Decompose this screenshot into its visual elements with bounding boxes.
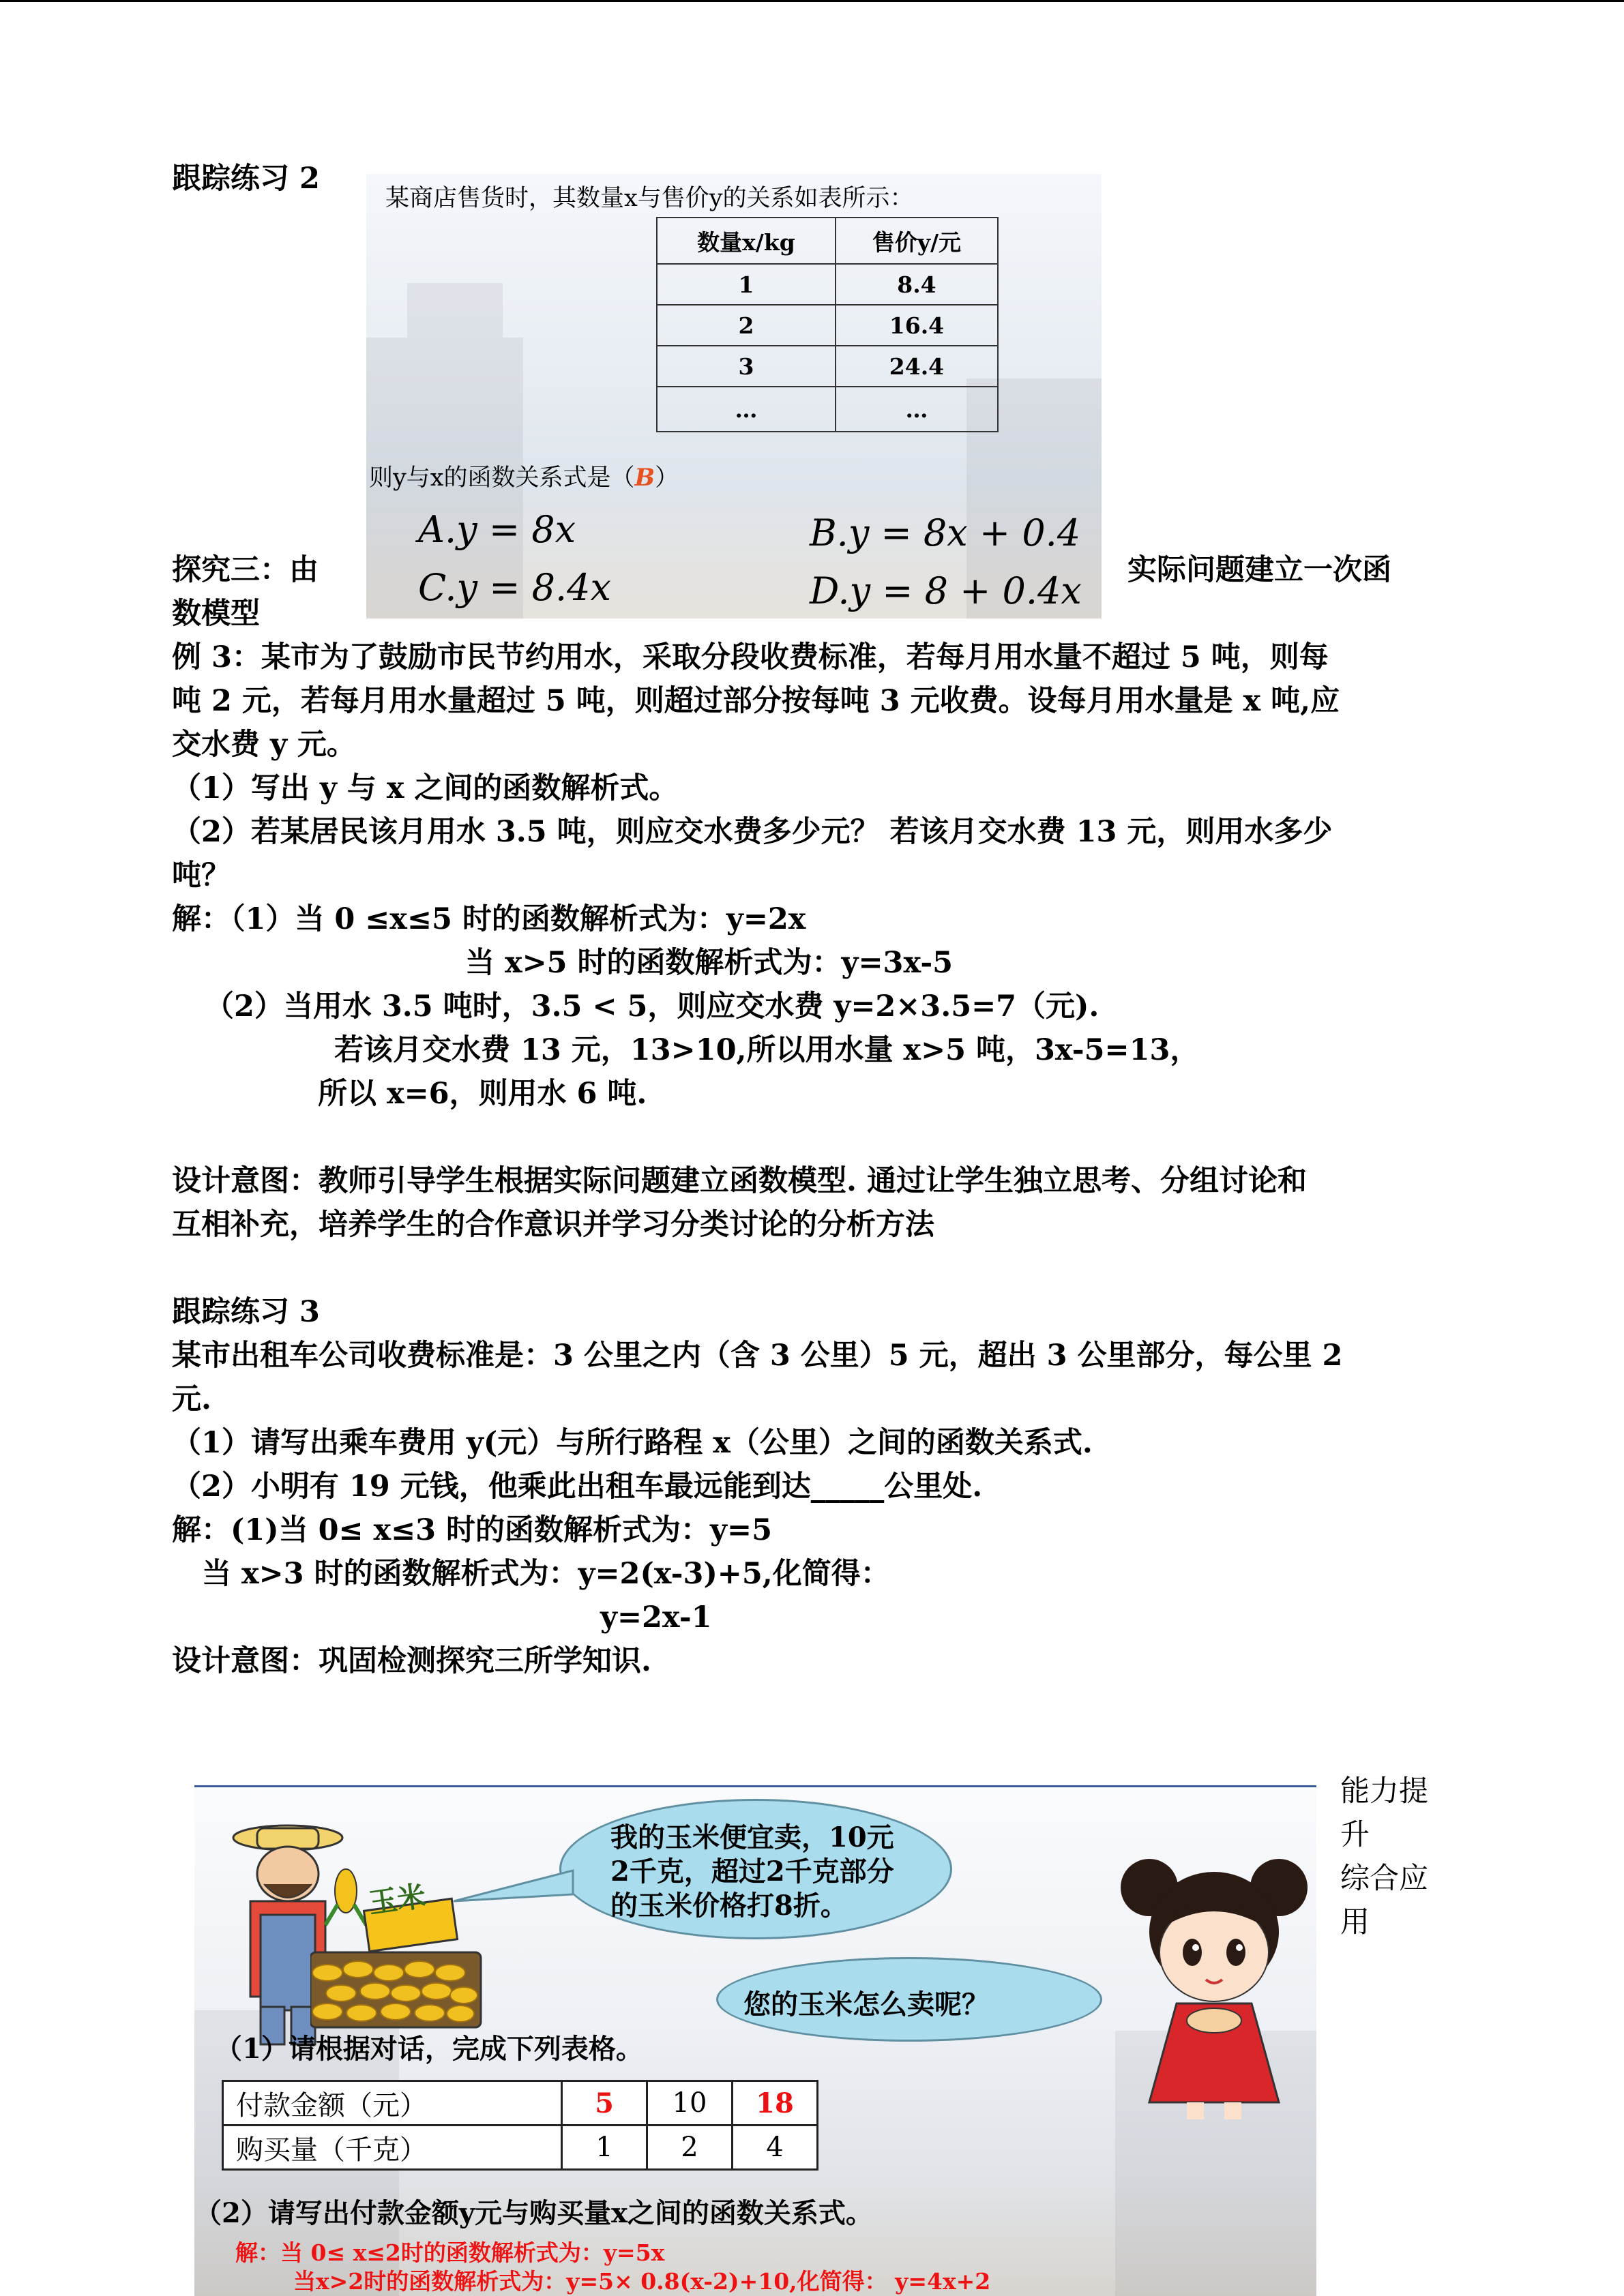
option-c: C.y = 8.4x (418, 566, 611, 609)
bubble-text: 我的玉米便宜卖，10元 (610, 1821, 894, 1853)
practice2-problem: 某商店售货时，其数量x与售价y的关系如表所示： (385, 185, 914, 212)
example3-design: 互相补充，培养学生的合作意识并学习分类讨论的分析方法 (172, 1208, 934, 1242)
practice3-line: 元. (172, 1382, 211, 1416)
table-cell: 1 (657, 264, 836, 305)
top-border (0, 0, 1624, 2)
practice3-solution: y=2x-1 (600, 1600, 712, 1635)
explore3-line2: 数模型 (172, 597, 260, 631)
ability-question2: （2）请写出付款金额y元与购买量x之间的函数关系式。 (194, 2197, 873, 2229)
explore3-prefix: 探究三：由 (172, 553, 319, 587)
table-cell: 2 (647, 2126, 733, 2170)
table-cell: … (836, 387, 998, 432)
practice2-question: 则y与x的函数关系式是（B） (369, 464, 679, 492)
example3-solution: （2）当用水 3.5 吨时，3.5 < 5，则应交水费 y=2×3.5=7（元). (205, 989, 1099, 1024)
example3-design: 设计意图：教师引导学生根据实际问题建立函数模型. 通过让学生独立思考、分组讨论和 (172, 1164, 1307, 1198)
table-cell: 16.4 (836, 305, 998, 346)
example3-solution: 若该月交水费 13 元，13>10,所以用水量 x>5 吨，3x-5=13， (334, 1033, 1200, 1067)
table-header: 数量x/kg (657, 218, 836, 264)
explore3-suffix: 实际问题建立一次函 (1127, 553, 1391, 587)
example3-solution: 解：（1）当 0 ≤x≤5 时的函数解析式为：y=2x (172, 902, 806, 936)
practice3-heading: 跟踪练习 3 (172, 1295, 320, 1329)
table-cell: 5 (562, 2081, 647, 2126)
example3-line: 交水费 y 元。 (172, 728, 356, 762)
price-table (656, 217, 999, 432)
table-header: 售价y/元 (836, 218, 998, 264)
ability-label: 综合应 (1340, 1862, 1428, 1896)
bubble-text: 您的玉米怎么卖呢？ (743, 1988, 989, 2021)
practice2-slide-image (366, 174, 1102, 618)
practice2-heading: 跟踪练习 2 (172, 162, 320, 196)
ability-label: 升 (1340, 1818, 1370, 1852)
ability-solution: 解：当 0≤ x≤2时的函数解析式为：y=5x (235, 2239, 665, 2266)
table-cell: … (657, 387, 836, 432)
practice3-solution: 解：(1)当 0≤ x≤3 时的函数解析式为：y=5 (172, 1513, 772, 1547)
practice2-answer: B (634, 464, 655, 492)
table-cell: 4 (733, 2126, 818, 2170)
table-cell: 24.4 (836, 346, 998, 387)
payment-table (222, 2080, 818, 2171)
practice3-line: 某市出租车公司收费标准是：3 公里之内（含 3 公里）5 元，超出 3 公里部分，每公里 2 (172, 1339, 1343, 1373)
option-a: A.y = 8x (418, 508, 576, 551)
table-row-label: 付款金额（元） (223, 2081, 562, 2126)
table-cell: 8.4 (836, 264, 998, 305)
option-b: B.y = 8x + 0.4 (810, 511, 1081, 554)
practice3-design: 设计意图：巩固检测探究三所学知识. (172, 1644, 651, 1678)
example3-line: 例 3：某市为了鼓励市民节约用水，采取分段收费标准，若每月用水量不超过 5 吨，则每 (172, 640, 1329, 674)
bubble-tail (454, 1864, 576, 1905)
ability-label: 能力提 (1340, 1774, 1428, 1808)
example3-line: 吨 2 元，若每月用水量超过 5 吨，则超过部分按每吨 3 元收费。设每月用水量是 x 吨,应 (172, 684, 1340, 718)
corn-basket-illustration (310, 1949, 488, 2031)
example3-solution: 当 x>5 时的函数解析式为：y=3x-5 (465, 946, 954, 980)
table-cell: 10 (647, 2081, 733, 2126)
ability-slide-image (194, 1785, 1316, 2296)
corn-sign: 玉米 (366, 1879, 428, 1920)
bubble-text: 2千克，超过2千克部分 (610, 1855, 894, 1888)
table-cell: 1 (562, 2126, 647, 2170)
practice3-question2: （2）小明有 19 元钱，他乘此出租车最远能到达_____公里处. (172, 1470, 983, 1504)
ability-label: 用 (1340, 1905, 1370, 1939)
table-cell: 2 (657, 305, 836, 346)
table-row-label: 购买量（千克） (223, 2126, 562, 2170)
bubble-text: 的玉米价格打8折。 (610, 1890, 848, 1922)
practice3-solution: 当 x>3 时的函数解析式为：y=2(x-3)+5,化简得： (202, 1557, 890, 1591)
table-cell: 18 (733, 2081, 818, 2126)
option-d: D.y = 8 + 0.4x (810, 569, 1082, 612)
ability-solution: 当x>2时的函数解析式为：y=5× 0.8(x-2)+10,化简得： y=4x+2 (293, 2268, 991, 2295)
example3-question2: （2）若某居民该月用水 3.5 吨，则应交水费多少元？ 若该月交水费 13 元，则用水多少 (172, 815, 1333, 849)
example3-question1: （1）写出 y 与 x 之间的函数解析式。 (172, 771, 679, 805)
example3-question2-end: 吨？ (172, 859, 231, 893)
ability-question1: （1）请根据对话，完成下列表格。 (215, 2033, 643, 2065)
table-cell: 3 (657, 346, 836, 387)
example3-solution: 所以 x=6，则用水 6 吨. (318, 1077, 647, 1111)
girl-illustration (1112, 1850, 1316, 2123)
practice3-question1: （1）请写出乘车费用 y(元）与所行路程 x（公里）之间的函数关系式. (172, 1426, 1093, 1460)
